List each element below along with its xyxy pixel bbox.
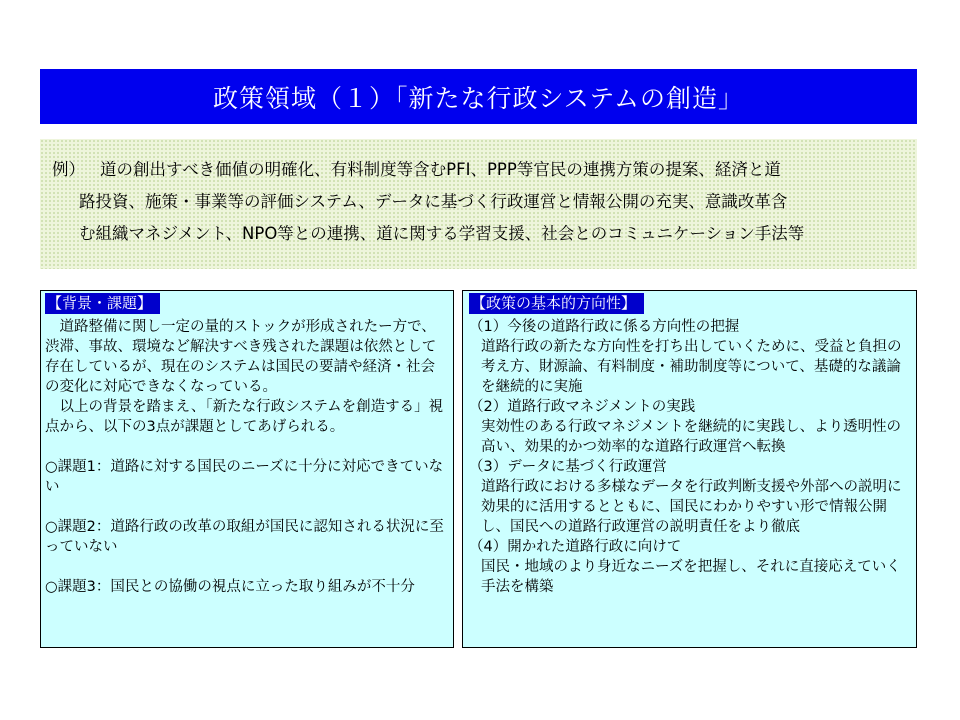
- policy-item-3-heading: （3）データに基づく行政運営: [469, 459, 667, 475]
- policy-item-2-body: 実効性のある行政マネジメントを継続的に実践し、より透明性の高い、効果的かつ効率的な道路行政運営へ転換: [481, 419, 902, 455]
- background-panel: [40, 290, 454, 648]
- example-text: [100, 154, 905, 186]
- example-line: 路投資、施策・事業等の評価システム、データに基づく行政運営と情報公開の充実、意識改革含: [79, 192, 788, 211]
- policy-item-1-body: 道路行政の新たな方向性を打ち出していくために、受益と負担の考え方、財源論、有料制度・補助制度等について、基礎的な議論を継続的に実施: [481, 339, 902, 395]
- background-paragraph-1: 道路整備に関し一定の量的ストックが形成されたー方で、渋滞、事故、環境など解決すべき残された課題は依然として存在しているが、現在のシステムは国民の要請や経済・社会の変化に対応できなくなっている。: [45, 319, 437, 395]
- example-row: [52, 154, 905, 186]
- background-header: 【背景・課題】: [45, 293, 160, 314]
- policy-item-4-body: 国民・地域のより身近なニーズを把握し、それに直接応えていく手法を構築: [481, 559, 901, 595]
- policy-item-1-heading: （1）今後の道路行政に係る方向性の把握: [469, 319, 740, 335]
- example-line: む組織マネジメント、NPO等との連携、道に関する学習支援、社会とのコミュニケーション手法等: [79, 224, 805, 243]
- example-label: 例）: [52, 160, 85, 179]
- slide-title: [40, 69, 917, 124]
- example-line: 道の創出すべき価値の明確化、有料制度等含むPFI、PPP等官民の連携方策の提案、経済と道: [100, 160, 781, 179]
- issue-1: ○課題1：道路に対する国民のニーズに十分に対応できていない: [45, 459, 444, 495]
- issue-2: ○課題2：道路行政の改革の取組が国民に認知される状況に至っていない: [45, 519, 444, 555]
- slide-title-text: 政策領域（１）「新たな行政システムの創造」: [212, 83, 744, 113]
- example-box: [40, 139, 917, 269]
- policy-panel: [462, 290, 917, 648]
- policy-header: 【政策の基本的方向性】: [469, 293, 644, 314]
- background-paragraph-2: 以上の背景を踏まえ、「新たな行政システムを創造する」視点から、以下の3点が課題としてあげられる。: [45, 399, 444, 435]
- policy-item-4-heading: （4）開かれた道路行政に向けて: [469, 539, 682, 555]
- policy-item-3-body: 道路行政における多様なデータを行政判断支援や外部への説明に効果的に活用するとともに、国民にわかりやすい形で情報公開し、国民への道路行政運営の説明責任をより徹底: [481, 479, 902, 535]
- issue-3: ○課題3：国民との協働の視点に立った取り組みが不十分: [45, 579, 415, 595]
- policy-item-2-heading: （2）道路行政マネジメントの実践: [469, 399, 696, 415]
